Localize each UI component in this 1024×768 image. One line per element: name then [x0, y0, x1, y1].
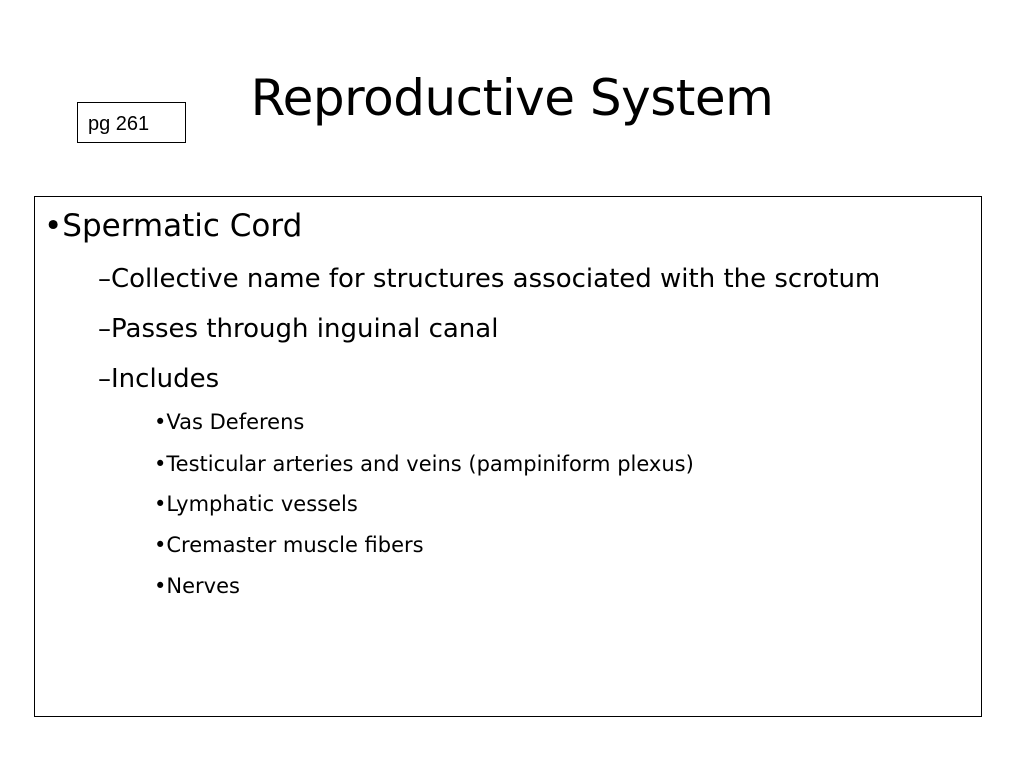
page-reference-box: pg 261 — [77, 102, 186, 143]
list-item — [154, 409, 304, 435]
content-box — [34, 196, 982, 717]
dash-marker: – — [98, 264, 111, 294]
dash-marker: – — [98, 314, 111, 344]
dash-marker: – — [98, 364, 111, 394]
bullet-marker: • — [154, 410, 167, 434]
list-item — [154, 532, 424, 558]
list-item-text: Spermatic Cord — [62, 208, 303, 244]
list-item-text: Lymphatic vessels — [166, 492, 358, 516]
list-item — [98, 263, 880, 295]
list-item-text: Cremaster muscle fibers — [166, 533, 424, 557]
list-item — [154, 451, 694, 477]
list-item-text: Vas Deferens — [166, 410, 305, 434]
bullet-marker: • — [154, 574, 167, 598]
list-item — [98, 363, 219, 395]
slide-title: Reproductive System — [250, 69, 774, 127]
list-item-text: Nerves — [166, 574, 240, 598]
bullet-marker: • — [44, 208, 63, 244]
bullet-marker: • — [154, 452, 167, 476]
list-item-text: Includes — [111, 364, 220, 394]
bullet-marker: • — [154, 492, 167, 516]
list-item — [154, 573, 240, 599]
list-item-text: Collective name for structures associated with the scrotum — [111, 264, 881, 294]
list-item-text: Testicular arteries and veins (pampiniform plexus) — [166, 452, 694, 476]
list-item — [98, 313, 498, 345]
list-item-text: Passes through inguinal canal — [111, 314, 499, 344]
list-item — [154, 491, 358, 517]
list-item — [44, 208, 302, 244]
bullet-marker: • — [154, 533, 167, 557]
